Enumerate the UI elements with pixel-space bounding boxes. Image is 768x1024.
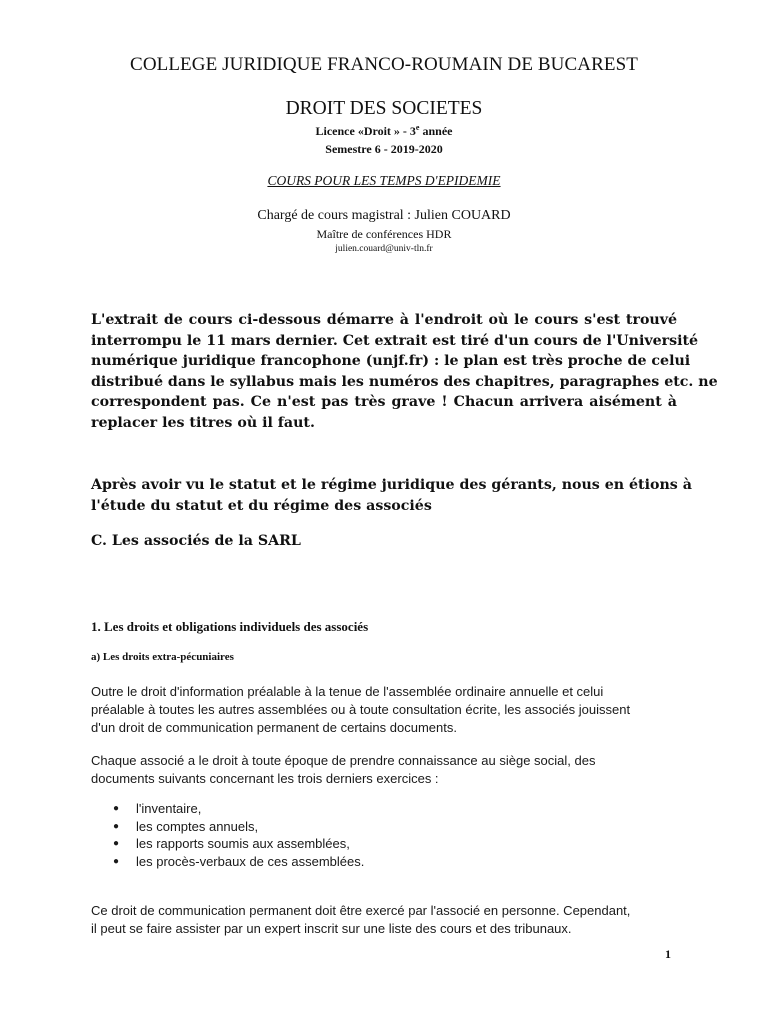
- context-paragraph: [91, 475, 692, 516]
- lecturer-line: Chargé de cours magistral : Julien COUARD: [257, 208, 511, 223]
- intro-line: L'extrait de cours ci-dessous démarre à l'endroit où le cours s'est trouvé: [91, 312, 677, 328]
- paragraph-line: Outre le droit d'information préalable à la tenue de l'assemblée ordinaire annuelle et celui: [91, 684, 604, 699]
- intro-line: interrompu le 11 mars dernier. Cet extrait est tiré d'un cours de l'Université: [91, 332, 699, 349]
- bullet-icon: ●: [113, 838, 120, 849]
- page-number: 1: [665, 947, 671, 961]
- paragraph-line: préalable à toutes les autres assemblées ou à toute consultation écrite, les associés jouissent: [91, 702, 631, 717]
- body-paragraph-3: [91, 902, 691, 938]
- bullet-icon: ●: [113, 855, 120, 867]
- subsection-a-heading: a) Les droits extra-pécuniaires: [91, 651, 234, 663]
- subsection-1-heading: 1. Les droits et obligations individuels des associés: [91, 619, 369, 634]
- paragraph-line: il peut se faire assister par un expert inscrit sur une liste des cours et des tribunaux.: [91, 921, 572, 936]
- paragraph-line: Chaque associé a le droit à toute époque de prendre connaissance au siège social, des: [91, 753, 596, 768]
- paragraph-line: Ce droit de communication permanent doit être exercé par l'associé en personne. Cependant,: [91, 903, 631, 918]
- list-item: [110, 853, 364, 871]
- section-c-heading: C. Les associés de la SARL: [91, 533, 301, 549]
- semester-line: Semestre 6 - 2019-2020: [325, 142, 443, 156]
- paragraph-line: d'un droit de communication permanent de certains documents.: [91, 720, 457, 735]
- body-paragraph-2: [91, 752, 691, 788]
- intro-line: replacer les titres où il faut.: [91, 414, 315, 431]
- context-line: Après avoir vu le statut et le régime juridique des gérants, nous en étions à: [91, 477, 692, 493]
- documents-list: [110, 800, 364, 870]
- list-item-text: les rapports soumis aux assemblées,: [136, 836, 350, 851]
- licence-suffix: année: [419, 124, 453, 138]
- college-title: COLLEGE JURIDIQUE FRANCO-ROUMAIN DE BUCAREST: [130, 54, 638, 75]
- lecturer-email: julien.couard@univ-tln.fr: [335, 244, 433, 254]
- intro-line: correspondent pas. Ce n'est pas très grave ! Chacun arrivera aisément à: [91, 394, 677, 410]
- course-title: DROIT DES SOCIETES: [285, 98, 483, 119]
- list-item: [110, 800, 364, 818]
- licence-text: Licence «Droit » - 3: [315, 124, 416, 138]
- intro-line: numérique juridique francophone (unjf.fr) : le plan est très proche de celui: [91, 353, 691, 369]
- paragraph-line: documents suivants concernant les trois derniers exercices :: [91, 771, 439, 786]
- body-paragraph-1: [91, 683, 691, 737]
- intro-paragraph: [91, 310, 718, 433]
- intro-line: distribué dans le syllabus mais les numéros des chapitres, paragraphes etc. ne: [91, 373, 718, 390]
- list-item-text: l'inventaire,: [136, 801, 202, 816]
- list-item-text: les comptes annuels,: [136, 818, 259, 834]
- licence-superscript: e: [415, 123, 420, 132]
- bullet-icon: ●: [113, 803, 120, 814]
- special-heading: COURS POUR LES TEMPS D'EPIDEMIE: [267, 173, 501, 188]
- bullet-icon: ●: [113, 820, 120, 832]
- context-line: l'étude du statut et du régime des associés: [91, 497, 432, 514]
- lecturer-rank: Maître de conférences HDR: [316, 227, 452, 241]
- list-item: [110, 818, 364, 836]
- list-item: [110, 835, 364, 853]
- licence-line: [0, 124, 768, 139]
- list-item-text: les procès-verbaux de ces assemblées.: [136, 853, 365, 869]
